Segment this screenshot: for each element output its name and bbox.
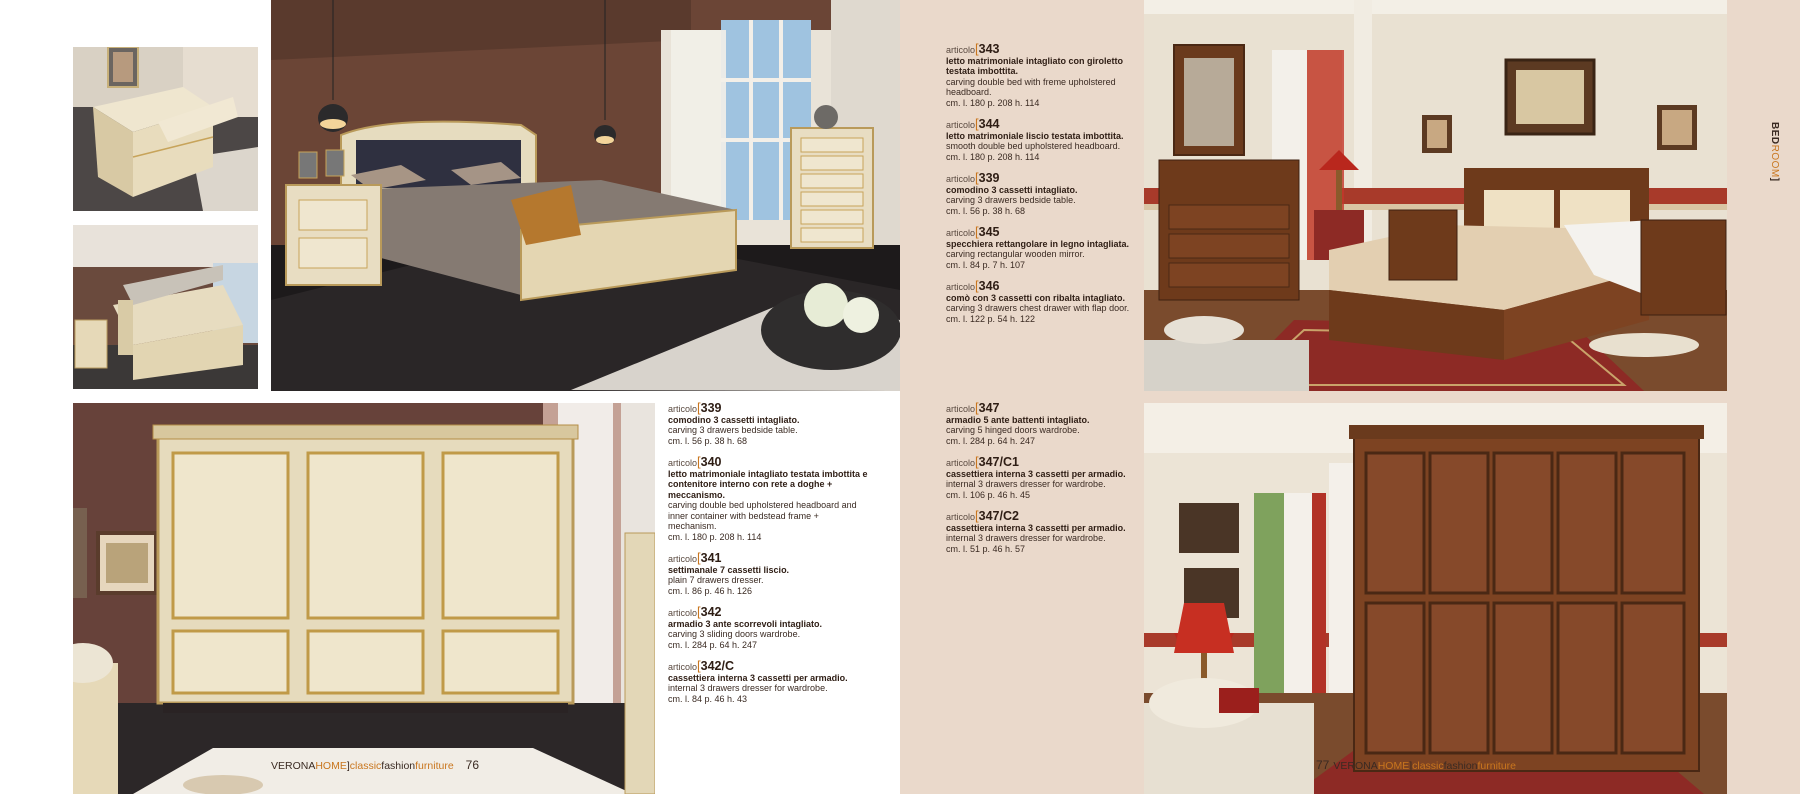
article-desc-en: carving 3 drawers chest drawer with flap door.	[946, 303, 1130, 313]
brand-furniture: furniture	[415, 760, 454, 772]
article-item: articolo[347/C2 cassettiera interna 3 cassetti per armadio. internal 3 drawers dresser for wardrobe. cm. l. 51 p. 46 h. 57	[946, 511, 1146, 554]
brand-bracket: ]	[1409, 760, 1413, 772]
brand-furniture: furniture	[1477, 760, 1517, 772]
article-desc-en: carving double bed with freme upholstered headboard.	[946, 76, 1116, 97]
articolo-label: articolo	[668, 554, 698, 564]
brand-verona: VERONA	[271, 760, 316, 772]
article-desc-it: cassettiera interna 3 cassetti per armadio.	[946, 468, 1126, 479]
article-desc-it: armadio 3 ante scorrevoli intagliato.	[668, 618, 823, 629]
nightstand-detail-photo	[73, 47, 258, 211]
brand-classic: classic	[1412, 760, 1444, 772]
page-number-left: 76	[465, 758, 480, 772]
articolo-label: articolo	[668, 662, 698, 672]
articolo-label: articolo	[946, 45, 976, 55]
articolo-label: articolo	[946, 512, 976, 522]
article-desc-en: internal 3 drawers dresser for wardrobe.	[946, 479, 1106, 489]
article-desc-en: internal 3 drawers dresser for wardrobe.	[946, 533, 1106, 543]
walnut-bedroom-photo	[1144, 0, 1727, 391]
left-page-footer	[271, 758, 479, 772]
article-dimensions: cm. l. 86 p. 46 h. 126	[668, 585, 753, 596]
article-desc-it: comò con 3 cassetti con ribalta intagliato.	[946, 292, 1126, 303]
article-desc-it: cassettiera interna 3 cassetti per armadio.	[668, 672, 848, 683]
article-dimensions: cm. l. 284 p. 64 h. 247	[946, 435, 1036, 446]
article-dimensions: cm. l. 84 p. 7 h. 107	[946, 259, 1026, 270]
article-number: 340	[700, 455, 722, 469]
articolo-label: articolo	[946, 228, 976, 238]
brand-verona: VERONA	[1333, 760, 1378, 772]
articolo-label: articolo	[946, 120, 976, 130]
article-number: 345	[978, 225, 1000, 239]
article-number: 346	[978, 279, 1000, 293]
brand-home: HOME	[315, 760, 347, 772]
cream-bedroom-photo	[271, 0, 900, 391]
article-desc-en: carving rectangular wooden mirror.	[946, 249, 1085, 259]
articolo-label: articolo	[946, 458, 976, 468]
article-desc-it: settimanale 7 cassetti liscio.	[668, 564, 790, 575]
article-desc-en: carving 3 sliding doors wardrobe.	[668, 629, 801, 639]
articolo-label: articolo	[946, 404, 976, 414]
article-number: 342/C	[700, 659, 734, 673]
storage-bed-photo	[73, 225, 258, 389]
article-number: 347/C1	[978, 455, 1019, 469]
side-label-bed: BED	[1769, 122, 1780, 145]
article-item: articolo[346 comò con 3 cassetti con ribalta intagliato. carving 3 drawers chest drawer with flap door. cm. l. 122 p. 54 h. 122	[946, 281, 1146, 324]
sliding-wardrobe-photo	[73, 403, 655, 794]
article-item: articolo[345 specchiera rettangolare in legno intagliata. carving rectangular wooden mirror. cm. l. 84 p. 7 h. 107	[946, 227, 1146, 270]
article-desc-it: cassettiera interna 3 cassetti per armadio.	[946, 522, 1126, 533]
article-dimensions: cm. l. 84 p. 46 h. 43	[668, 693, 748, 704]
article-desc-en: carving 3 drawers bedside table.	[946, 195, 1076, 205]
article-desc-en: internal 3 drawers dresser for wardrobe.	[668, 683, 828, 693]
article-number: 341	[700, 551, 722, 565]
article-number: 347/C2	[978, 509, 1019, 523]
left-article-list	[668, 400, 868, 715]
articolo-label: articolo	[668, 404, 698, 414]
article-item: articolo[340 letto matrimoniale intagliato testata imbottita e contenitore interno con rete a doghe + meccanismo. carving double bed upholstered headboard and inner container with bedstead frame + mechanism. cm. l. 180 p. 208 h. 114	[668, 454, 868, 542]
article-dimensions: cm. l. 284 p. 64 h. 247	[668, 639, 758, 650]
right-page-footer	[1316, 758, 1516, 772]
articolo-label: articolo	[946, 174, 976, 184]
side-label-room: ROOM	[1769, 144, 1780, 178]
article-item: articolo[347 armadio 5 ante battenti intagliato. carving 5 hinged doors wardrobe. cm. l. 284 p. 64 h. 247	[946, 403, 1146, 446]
section-side-label	[1769, 122, 1780, 182]
brand-fashion: fashion	[1443, 760, 1478, 772]
article-dimensions: cm. l. 180 p. 208 h. 114	[668, 531, 762, 542]
article-desc-it: letto matrimoniale intagliato testata imbottita e contenitore interno con rete a doghe + meccanismo.	[668, 468, 868, 500]
article-desc-it: armadio 5 ante battenti intagliato.	[946, 414, 1090, 425]
article-number: 342	[700, 605, 722, 619]
article-dimensions: cm. l. 180 p. 208 h. 114	[946, 97, 1040, 108]
article-desc-it: specchiera rettangolare in legno intagliata.	[946, 238, 1130, 249]
brand-fashion: fashion	[381, 760, 416, 772]
article-dimensions: cm. l. 56 p. 38 h. 68	[668, 435, 748, 446]
brand-home: HOME	[1377, 760, 1410, 772]
page-number-right: 77	[1316, 758, 1330, 772]
article-desc-en: smooth double bed upholstered headboard.	[946, 141, 1121, 151]
article-dimensions: cm. l. 51 p. 46 h. 57	[946, 543, 1026, 554]
articolo-label: articolo	[668, 458, 698, 468]
article-desc-it: letto matrimoniale intagliato con giroletto testata imbottita.	[946, 55, 1124, 76]
brand-classic: classic	[349, 760, 382, 772]
article-number: 347	[978, 401, 1000, 415]
right-top-article-list	[946, 41, 1146, 335]
article-number: 343	[978, 42, 1000, 56]
article-desc-en: carving 5 hinged doors wardrobe.	[946, 425, 1080, 435]
right-bottom-article-list	[946, 400, 1146, 565]
article-item: articolo[344 letto matrimoniale liscio testata imbottita. smooth double bed upholstered headboard. cm. l. 180 p. 208 h. 114	[946, 119, 1146, 162]
article-item: articolo[342 armadio 3 ante scorrevoli intagliato. carving 3 sliding doors wardrobe. cm. l. 284 p. 64 h. 247	[668, 607, 868, 650]
right-page	[900, 0, 1800, 794]
article-desc-en: carving 3 drawers bedside table.	[668, 425, 798, 435]
article-desc-it: comodino 3 cassetti intagliato.	[946, 184, 1078, 195]
article-desc-en: plain 7 drawers dresser.	[668, 575, 764, 585]
article-desc-it: comodino 3 cassetti intagliato.	[668, 414, 800, 425]
walnut-wardrobe-photo	[1144, 403, 1727, 794]
article-item: articolo[343 letto matrimoniale intagliato con giroletto testata imbottita. carving double bed with freme upholstered headboard. cm. l. 180 p. 208 h. 114	[946, 44, 1146, 108]
article-dimensions: cm. l. 180 p. 208 h. 114	[946, 151, 1040, 162]
article-item: articolo[347/C1 cassettiera interna 3 cassetti per armadio. internal 3 drawers dresser for wardrobe. cm. l. 106 p. 46 h. 45	[946, 457, 1146, 500]
article-desc-it: letto matrimoniale liscio testata imbottita.	[946, 130, 1124, 141]
side-label-bracket: ]	[1769, 177, 1780, 182]
article-dimensions: cm. l. 56 p. 38 h. 68	[946, 205, 1026, 216]
article-number: 339	[978, 171, 1000, 185]
article-item: articolo[339 comodino 3 cassetti intagliato. carving 3 drawers bedside table. cm. l. 56 p. 38 h. 68	[668, 403, 868, 446]
articolo-label: articolo	[946, 282, 976, 292]
brand-bracket: ]	[346, 760, 350, 772]
article-desc-en: carving double bed upholstered headboard and inner container with bedstead frame + mechanism.	[668, 500, 857, 531]
article-number: 344	[978, 117, 1000, 131]
article-dimensions: cm. l. 122 p. 54 h. 122	[946, 313, 1036, 324]
article-item: articolo[342/C cassettiera interna 3 cassetti per armadio. internal 3 drawers dresser for wardrobe. cm. l. 84 p. 46 h. 43	[668, 661, 868, 704]
article-item: articolo[339 comodino 3 cassetti intagliato. carving 3 drawers bedside table. cm. l. 56 p. 38 h. 68	[946, 173, 1146, 216]
article-item: articolo[341 settimanale 7 cassetti liscio. plain 7 drawers dresser. cm. l. 86 p. 46 h. 126	[668, 553, 868, 596]
article-number: 339	[700, 401, 722, 415]
article-dimensions: cm. l. 106 p. 46 h. 45	[946, 489, 1031, 500]
articolo-label: articolo	[668, 608, 698, 618]
